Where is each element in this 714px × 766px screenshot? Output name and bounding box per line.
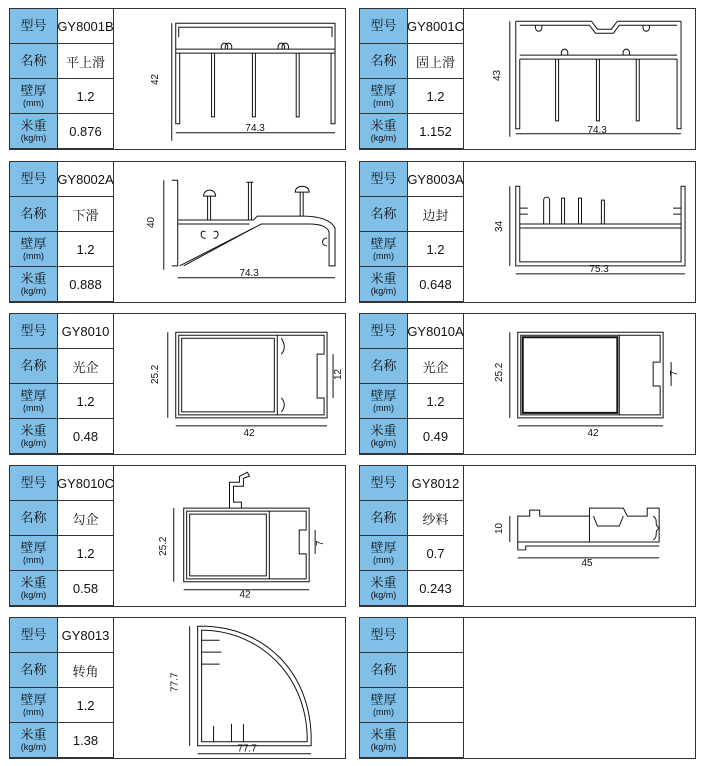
thickness-label: 壁厚	[20, 540, 47, 555]
model-value: GY8003A	[408, 162, 464, 196]
weight-unit: (kg/m)	[370, 590, 397, 600]
thickness-label: 壁厚	[20, 236, 47, 251]
width-dimension: 74.3	[245, 122, 265, 134]
thickness-label: 壁厚	[370, 692, 397, 707]
name-value: 转角	[58, 653, 114, 687]
profile-section-drawing	[114, 314, 345, 454]
weight-value: 0.648	[408, 267, 464, 301]
name-value: 平上滑	[58, 44, 114, 78]
weight-row	[360, 571, 464, 606]
thickness-row	[360, 79, 464, 114]
width-dimension: 77.7	[237, 743, 257, 755]
thickness-value: 1.2	[408, 79, 464, 113]
model-row	[360, 9, 464, 44]
profile-card	[9, 465, 346, 607]
profile-card	[359, 8, 696, 150]
name-row	[10, 501, 114, 536]
thickness-label: 壁厚	[370, 236, 397, 251]
weight-label: 米重	[370, 271, 397, 286]
model-label: 型号	[20, 475, 47, 490]
thickness-unit: (mm)	[23, 707, 44, 717]
thickness-unit: (mm)	[23, 251, 44, 261]
thickness-unit: (mm)	[373, 707, 394, 717]
profile-drawing	[114, 162, 345, 302]
profile-drawing	[114, 314, 345, 454]
profile-card	[9, 617, 346, 759]
weight-unit: (kg/m)	[20, 133, 47, 143]
name-value: 固上滑	[408, 44, 464, 78]
model-value: GY8010C	[58, 466, 114, 500]
weight-label: 米重	[370, 727, 397, 742]
thickness-row	[10, 232, 114, 267]
thickness-unit: (mm)	[23, 555, 44, 565]
profile-drawing	[114, 466, 345, 606]
model-row	[10, 314, 114, 349]
weight-label: 米重	[20, 575, 47, 590]
weight-row	[10, 419, 114, 454]
name-value: 勾企	[58, 501, 114, 535]
weight-row	[10, 267, 114, 302]
name-value: 纱料	[408, 501, 464, 535]
height-dimension: 42	[149, 73, 161, 85]
model-value: GY8010	[58, 314, 114, 348]
thickness-row	[360, 232, 464, 267]
name-value: 边封	[408, 197, 464, 231]
height-dimension: 43	[491, 69, 503, 81]
weight-value: 1.152	[408, 114, 464, 148]
profile-drawing-empty	[464, 618, 695, 758]
thickness-label: 壁厚	[20, 83, 47, 98]
weight-unit: (kg/m)	[20, 742, 47, 752]
model-row	[10, 466, 114, 501]
profile-drawing	[464, 9, 695, 149]
weight-value: 0.243	[408, 571, 464, 605]
name-row	[360, 197, 464, 232]
thickness-row	[360, 688, 464, 723]
model-label: 型号	[370, 475, 397, 490]
model-label: 型号	[370, 627, 397, 642]
width-dimension: 42	[587, 427, 599, 439]
profile-section-drawing	[114, 162, 345, 302]
name-value	[408, 653, 464, 687]
model-label: 型号	[370, 18, 397, 33]
model-row	[10, 618, 114, 653]
profile-card	[9, 8, 346, 150]
weight-unit: (kg/m)	[20, 286, 47, 296]
thickness-value: 1.2	[408, 232, 464, 266]
weight-label: 米重	[20, 727, 47, 742]
weight-value: 0.876	[58, 114, 114, 148]
weight-unit: (kg/m)	[20, 438, 47, 448]
name-row	[10, 44, 114, 79]
weight-label: 米重	[370, 118, 397, 133]
thickness-row	[10, 688, 114, 723]
model-label: 型号	[20, 18, 47, 33]
thickness-row	[10, 384, 114, 419]
thickness-label: 壁厚	[20, 388, 47, 403]
thickness-row	[360, 536, 464, 571]
weight-value	[408, 723, 464, 757]
name-row	[360, 653, 464, 688]
name-label: 名称	[20, 206, 47, 221]
thickness-value: 1.2	[58, 536, 114, 570]
weight-label: 米重	[370, 423, 397, 438]
thickness-value: 1.2	[58, 232, 114, 266]
weight-value: 0.888	[58, 267, 114, 301]
profile-card	[9, 313, 346, 455]
profile-section-drawing	[464, 9, 695, 149]
weight-unit: (kg/m)	[370, 742, 397, 752]
profile-drawing	[114, 618, 345, 758]
profile-section-drawing	[114, 466, 345, 606]
thickness-unit: (mm)	[373, 403, 394, 413]
thickness-unit: (mm)	[23, 403, 44, 413]
width-dimension: 75.3	[589, 263, 609, 275]
height-dimension: 25.2	[493, 362, 505, 383]
name-row	[360, 349, 464, 384]
profile-section-drawing	[464, 314, 695, 454]
thickness-value	[408, 688, 464, 722]
model-row	[360, 162, 464, 197]
thickness-label: 壁厚	[370, 83, 397, 98]
thickness-unit: (mm)	[373, 251, 394, 261]
profile-drawing	[464, 162, 695, 302]
thickness-label: 壁厚	[370, 540, 397, 555]
weight-unit: (kg/m)	[20, 590, 47, 600]
profile-card	[9, 161, 346, 303]
profile-drawing	[464, 314, 695, 454]
weight-value: 0.58	[58, 571, 114, 605]
height-dimension: 25.2	[149, 364, 161, 384]
name-label: 名称	[370, 662, 397, 677]
thickness-row	[360, 384, 464, 419]
weight-value: 1.38	[58, 723, 114, 757]
weight-row	[360, 723, 464, 758]
model-row	[10, 162, 114, 197]
weight-row	[360, 267, 464, 302]
width-dimension: 45	[581, 557, 593, 569]
small-dimension: 7	[315, 540, 327, 546]
weight-row	[10, 571, 114, 606]
thickness-value: 1.2	[408, 384, 464, 418]
name-label: 名称	[370, 53, 397, 68]
model-value: GY8001C	[408, 9, 464, 43]
height-dimension: 34	[493, 220, 505, 232]
model-label: 型号	[20, 171, 47, 186]
profile-section-drawing	[114, 618, 345, 758]
profile-drawing	[464, 466, 695, 606]
name-value: 光企	[58, 349, 114, 383]
model-label: 型号	[370, 323, 397, 338]
thickness-label: 壁厚	[370, 388, 397, 403]
weight-row	[360, 114, 464, 149]
weight-unit: (kg/m)	[370, 438, 397, 448]
width-dimension: 74.3	[587, 124, 607, 136]
profile-card	[359, 161, 696, 303]
name-row	[360, 44, 464, 79]
name-label: 名称	[370, 510, 397, 525]
weight-label: 米重	[20, 118, 47, 133]
name-value: 下滑	[58, 197, 114, 231]
name-value: 光企	[408, 349, 464, 383]
model-value	[408, 618, 464, 652]
thickness-label: 壁厚	[20, 692, 47, 707]
model-value: GY8001B	[58, 9, 114, 43]
weight-unit: (kg/m)	[370, 133, 397, 143]
model-value: GY8013	[58, 618, 114, 652]
name-label: 名称	[20, 510, 47, 525]
profile-section-drawing	[464, 466, 695, 606]
name-label: 名称	[370, 358, 397, 373]
thickness-value: 1.2	[58, 688, 114, 722]
height-dimension: 10	[493, 522, 505, 535]
small-dimension: 12	[333, 368, 345, 381]
name-label: 名称	[20, 358, 47, 373]
weight-row	[360, 419, 464, 454]
profile-drawing	[114, 9, 345, 149]
model-value: GY8012	[408, 466, 464, 500]
model-row	[360, 618, 464, 653]
name-row	[10, 349, 114, 384]
weight-unit: (kg/m)	[370, 286, 397, 296]
thickness-row	[10, 536, 114, 571]
width-dimension: 74.3	[239, 267, 259, 279]
model-row	[360, 314, 464, 349]
height-dimension: 77.7	[169, 672, 181, 692]
weight-label: 米重	[370, 575, 397, 590]
profile-section-drawing	[114, 9, 345, 149]
name-row	[10, 197, 114, 232]
model-label: 型号	[20, 627, 47, 642]
model-label: 型号	[20, 323, 47, 338]
name-label: 名称	[20, 662, 47, 677]
weight-value: 0.49	[408, 419, 464, 453]
small-dimension: 7	[669, 370, 681, 377]
model-value: GY8010A	[408, 314, 464, 348]
model-row	[10, 9, 114, 44]
thickness-unit: (mm)	[373, 98, 394, 108]
profile-card	[359, 465, 696, 607]
weight-row	[10, 723, 114, 758]
thickness-unit: (mm)	[373, 555, 394, 565]
model-row	[360, 466, 464, 501]
name-row	[10, 653, 114, 688]
thickness-value: 1.2	[58, 79, 114, 113]
profile-card-empty	[359, 617, 696, 759]
weight-label: 米重	[20, 271, 47, 286]
name-label: 名称	[370, 206, 397, 221]
weight-row	[10, 114, 114, 149]
width-dimension: 42	[239, 589, 251, 601]
profile-section-drawing	[464, 162, 695, 302]
thickness-unit: (mm)	[23, 98, 44, 108]
width-dimension: 42	[243, 427, 255, 439]
name-label: 名称	[20, 53, 47, 68]
height-dimension: 40	[145, 216, 157, 229]
thickness-value: 0.7	[408, 536, 464, 570]
model-label: 型号	[370, 171, 397, 186]
name-row	[360, 501, 464, 536]
profile-card	[359, 313, 696, 455]
thickness-value: 1.2	[58, 384, 114, 418]
height-dimension: 25.2	[157, 536, 169, 556]
model-value: GY8002A	[58, 162, 114, 196]
thickness-row	[10, 79, 114, 114]
weight-label: 米重	[20, 423, 47, 438]
weight-value: 0.48	[58, 419, 114, 453]
